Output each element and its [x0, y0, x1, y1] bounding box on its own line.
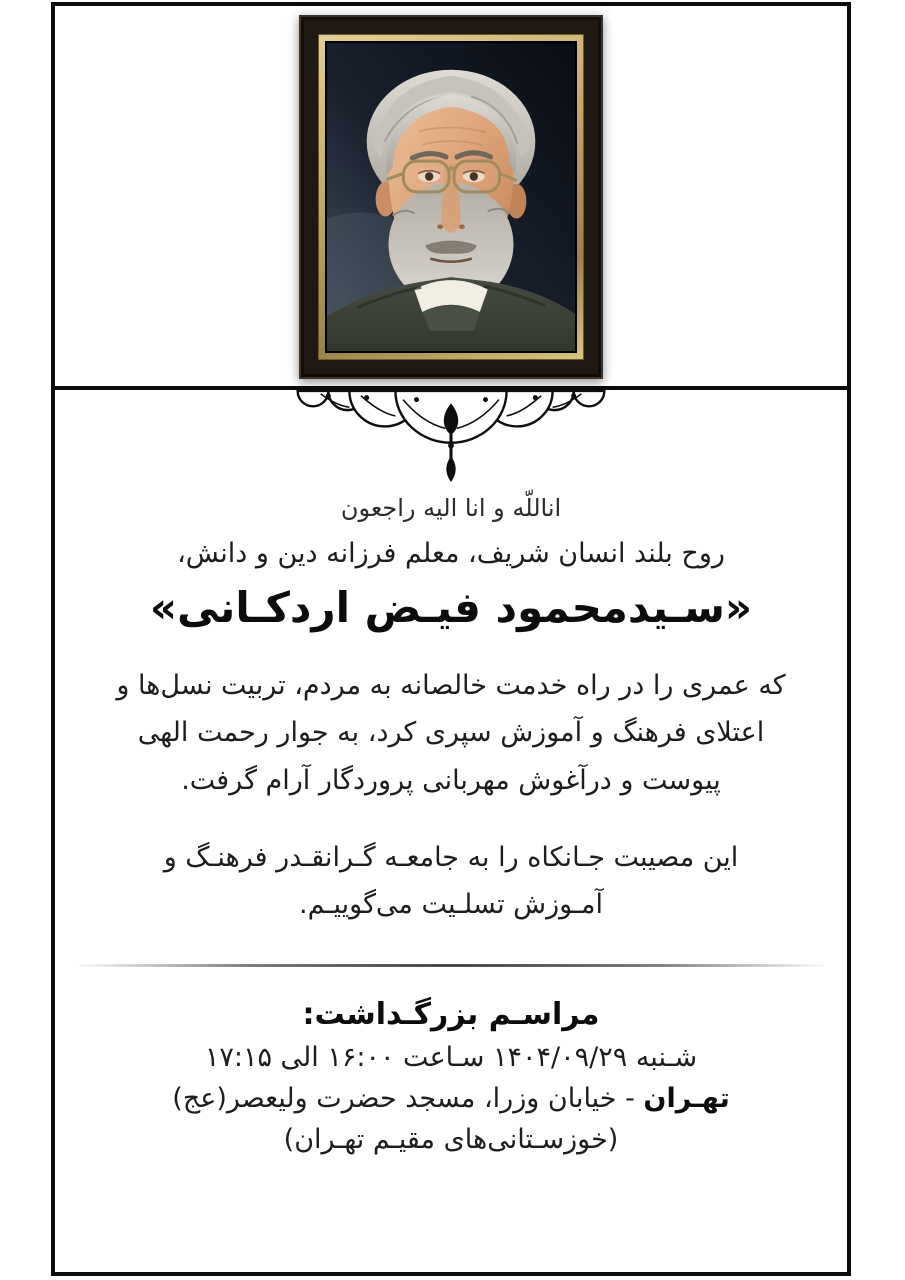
photo-frame — [299, 15, 603, 379]
photo-frame-gold-trim — [318, 34, 584, 360]
divider-rule — [55, 386, 847, 486]
ceremony-datetime: شـنبه ۱۴۰۴/۰۹/۲۹ سـاعت ۱۶:۰۰ الی ۱۷:۱۵ — [204, 1042, 698, 1074]
memorial-text — [55, 494, 847, 1155]
istirja-verse: اناللّه و انا الیه راجعون — [340, 494, 562, 522]
ceremony-note: (خوزسـتانی‌های مقیـم تهـران) — [283, 1124, 619, 1156]
soft-divider-line — [79, 964, 824, 967]
framed-portrait-photo — [327, 43, 575, 351]
ceremony-address: - خیابان وزرا، مسجد حضرت ولیعصر(عج) — [172, 1083, 644, 1115]
photo-section — [55, 6, 847, 379]
condolence-paragraph: این مصیبت جـانکاه را به جامعـه گـرانقـدر فرهنـگ و آمـوزش تسلـیت می‌گوییـم. — [163, 841, 739, 920]
eulogy-paragraph: که عمری را در راه خدمت خالصانه به مردم، تربیت نسل‌ها و اعتلای فرهنگ و آموزش سپری کرد، به جوار رحمت الهی پیوست و درآغوش مهربانی پروردگار آرام گرفت. — [116, 670, 786, 796]
ceremony-location — [55, 1083, 847, 1114]
ceremony-city: تهـران — [643, 1083, 730, 1115]
floral-lace-ornament — [286, 390, 616, 482]
deceased-name: «سـیدمحمود فیـض اردکـانی» — [149, 583, 753, 632]
memorial-card — [51, 2, 851, 1276]
ceremony-heading: مراسـم بزرگـداشت: — [302, 997, 600, 1033]
intro-line: روح بلند انسان شریف، معلم فرزانه دین و دانش، — [177, 538, 725, 569]
photo-mat — [325, 41, 577, 353]
